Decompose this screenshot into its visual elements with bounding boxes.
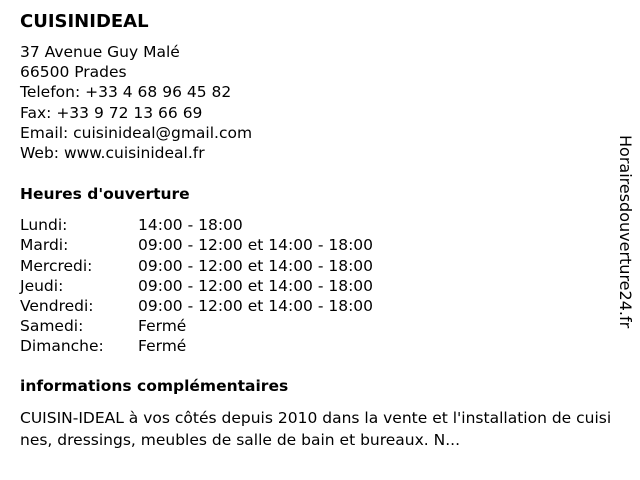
hours-row-monday xyxy=(20,215,610,235)
hours-row-tuesday xyxy=(20,235,610,255)
business-listing xyxy=(20,10,610,451)
hours-row-sunday xyxy=(20,336,610,356)
additional-info-text: CUISIN-IDEAL à vos côtés depuis 2010 dans la vente et l'installation de cuisines, dressings, meubles de salle de bain et bureaux. N... xyxy=(20,408,612,449)
hours-time: 14:00 - 18:00 xyxy=(138,216,243,235)
hours-time: 09:00 - 12:00 et 14:00 - 18:00 xyxy=(138,297,374,316)
email-line: Email: cuisinideal@gmail.com xyxy=(20,123,253,142)
fax-line: Fax: +33 9 72 13 66 69 xyxy=(20,103,203,122)
hours-day: Mardi: xyxy=(20,236,69,255)
hours-time: 09:00 - 12:00 et 14:00 - 18:00 xyxy=(138,236,374,255)
hours-time: Fermé xyxy=(138,337,187,356)
address-street: 37 Avenue Guy Malé xyxy=(20,43,180,61)
hours-day: Samedi: xyxy=(20,317,84,336)
phone-line: Telefon: +33 4 68 96 45 82 xyxy=(20,83,232,102)
company-name: CUISINIDEAL xyxy=(20,11,149,32)
hours-row-wednesday xyxy=(20,256,610,276)
additional-info-title: informations complémentaires xyxy=(20,376,289,395)
hours-day: Dimanche: xyxy=(20,337,104,356)
opening-hours-title: Heures d'ouverture xyxy=(20,185,190,204)
hours-time: 09:00 - 12:00 et 14:00 - 18:00 xyxy=(138,276,374,295)
hours-day: Vendredi: xyxy=(20,297,94,316)
hours-row-saturday xyxy=(20,316,610,336)
opening-hours-table xyxy=(20,215,610,356)
hours-row-friday xyxy=(20,296,610,316)
address-city: 66500 Prades xyxy=(20,63,127,82)
hours-day: Jeudi: xyxy=(20,276,64,295)
hours-time: Fermé xyxy=(138,317,187,336)
hours-time: 09:00 - 12:00 et 14:00 - 18:00 xyxy=(138,256,374,275)
contact-block xyxy=(20,42,610,163)
web-line: Web: www.cuisinideal.fr xyxy=(20,144,205,163)
site-watermark: Horairesdouverture24.fr xyxy=(616,135,635,329)
hours-day: Lundi: xyxy=(20,216,68,235)
hours-row-thursday xyxy=(20,276,610,296)
hours-day: Mercredi: xyxy=(20,256,93,275)
